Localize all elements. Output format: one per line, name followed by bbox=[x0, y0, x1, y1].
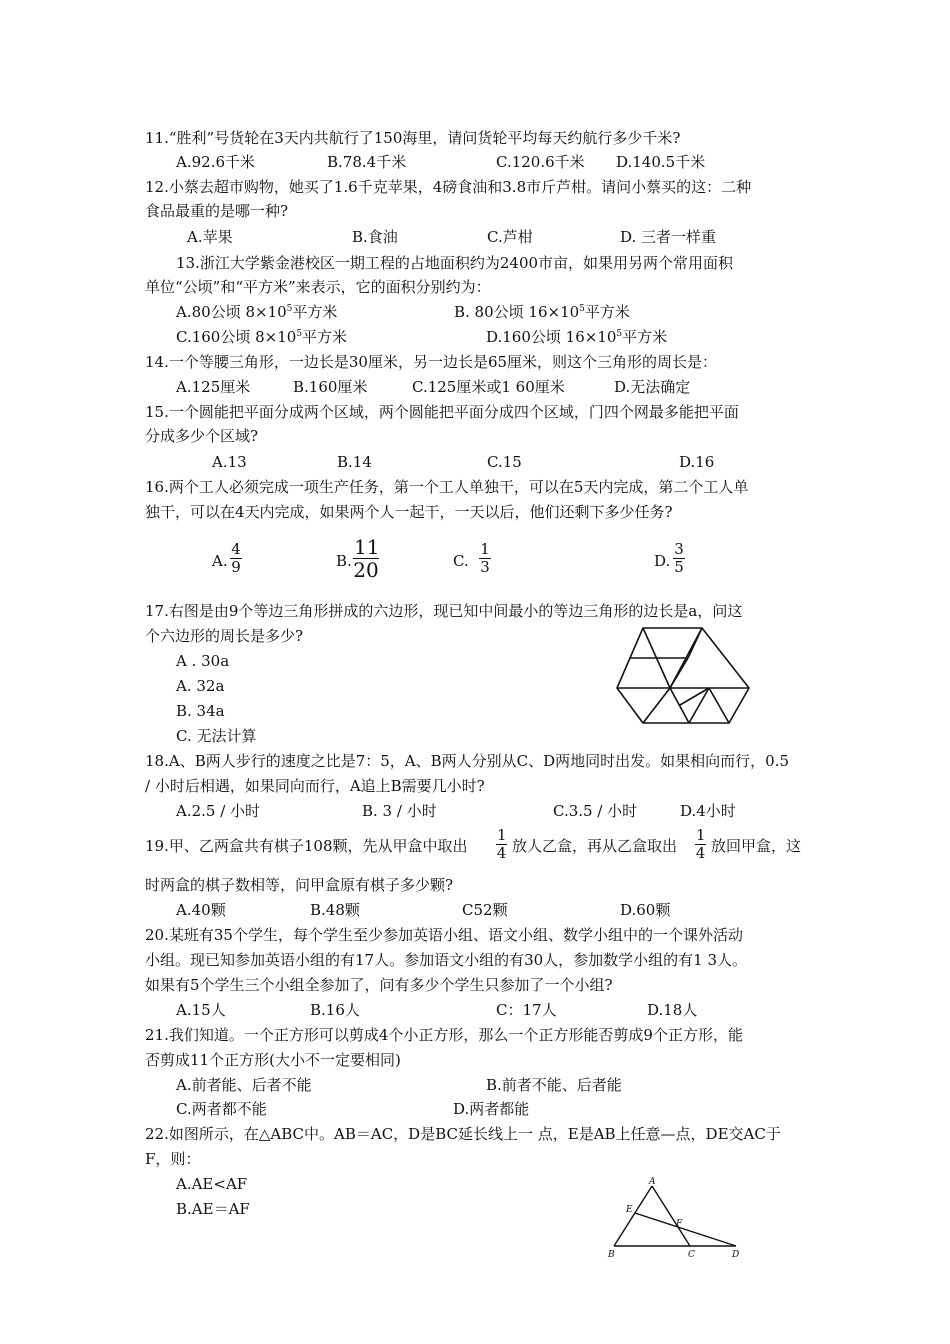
q18-stem-line2: / 小时后相遇，如果同向而行，A追上B需要几小时? bbox=[145, 777, 485, 795]
q11-stem: 11.“胜利”号货轮在3天内共航行了150海里，请问货轮平均每天约航行多少千米? bbox=[145, 129, 681, 147]
q21-option-b: B.前者不能、后者能 bbox=[486, 1076, 622, 1094]
q18-option-c: C.3.5 / 小时 bbox=[553, 802, 638, 820]
q20-stem-line1: 20.某班有35个学生，每个学生至少参加英语小组、语文小组、数学小组中的一个课外活动 bbox=[145, 926, 743, 944]
q19-stem-mid: 放人乙盒，再从乙盒取出 bbox=[512, 837, 678, 855]
q13-option-c-exp: 5 bbox=[296, 329, 303, 339]
q13-option-b-exp: 5 bbox=[579, 304, 585, 314]
q22-stem-line1: 22.如图所示，在△ABC中。AB＝AC，D是BC延长线上一 点，E是AB上任意—点，DE交AC于 bbox=[145, 1125, 781, 1143]
q19-option-c: C52颗 bbox=[462, 901, 508, 919]
q19-fraction-1-den: 4 bbox=[496, 844, 507, 862]
q20-stem-line2: 小组。现已知参加英语小组的有17人。参加语文小组的有30人，参加数学小组的有1 3人。 bbox=[145, 951, 748, 969]
q17-hexagon-figure bbox=[613, 625, 753, 725]
q15-stem-line1: 15.一个圆能把平面分成两个区域，两个圆能把平面分成四个区域，门四个网最多能把平面 bbox=[145, 403, 739, 421]
q12-stem-line2: 食品最重的是哪一种? bbox=[145, 202, 289, 220]
q19-option-d: D.60颗 bbox=[620, 901, 671, 919]
q12-option-d: D. 三者一样重 bbox=[620, 228, 717, 246]
q22-label-a: A bbox=[649, 1177, 656, 1187]
q19-stem-pre: 19.甲、乙两盒共有棋子108颗，先从甲盒中取出 bbox=[145, 837, 468, 855]
q22-triangle-figure bbox=[604, 1176, 754, 1262]
q13-option-a-exp: 5 bbox=[286, 304, 293, 314]
q13-option-c bbox=[176, 327, 347, 347]
q20-stem-line3: 如果有5个学生三个小组全参加了，问有多少个学生只参加了一个小组? bbox=[145, 976, 613, 994]
q18-option-b: B. 3 / 小时 bbox=[362, 802, 437, 820]
q22-label-e: E bbox=[626, 1205, 633, 1215]
q11-option-b: B.78.4千米 bbox=[327, 153, 407, 171]
q17-option-2: A. 32a bbox=[176, 677, 225, 695]
q20-option-c: C：17人 bbox=[496, 1001, 557, 1019]
q22-stem-line2: F，则： bbox=[145, 1150, 201, 1168]
q22-label-b: B bbox=[608, 1250, 615, 1260]
q13-option-a-pre: A.80公顷 8×10 bbox=[176, 303, 287, 321]
q13-option-d-pre: D.160公顷 16×10 bbox=[486, 328, 617, 346]
q16-option-b-fraction bbox=[353, 536, 379, 581]
q13-option-a bbox=[176, 302, 337, 322]
q13-option-c-post: 平方米 bbox=[302, 328, 348, 346]
q13-option-d-exp: 5 bbox=[616, 329, 623, 339]
q13-option-b-post: 平方米 bbox=[584, 303, 630, 321]
q21-option-d: D.两者都能 bbox=[453, 1100, 530, 1118]
q16-option-d-num: 3 bbox=[674, 540, 684, 558]
q15-option-b: B.14 bbox=[337, 453, 372, 471]
q18-stem-line1: 18.A、B两人步行的速度之比是7：5，A、B两人分别从C、D两地同时出发。如果相向而行，0.5 bbox=[145, 752, 790, 770]
q12-option-c: C.芦柑 bbox=[487, 228, 533, 246]
q16-option-d-label: D. bbox=[654, 552, 671, 570]
q13-stem-line2: 单位“公顷”和“平方米”来表示，它的面积分别约为： bbox=[145, 278, 491, 296]
q19-fraction-2 bbox=[695, 827, 706, 862]
q22-label-c: C bbox=[688, 1250, 695, 1260]
q11-option-c: C.120.6千米 bbox=[496, 153, 585, 171]
q11-option-a: A.92.6千米 bbox=[176, 153, 255, 171]
q22-option-a: A.AE<AF bbox=[176, 1175, 248, 1193]
q16-option-c-den: 3 bbox=[480, 558, 490, 576]
q16-option-c-label: C. bbox=[453, 552, 469, 570]
q16-option-a-den: 9 bbox=[231, 558, 241, 576]
q19-fraction-1-num: 1 bbox=[497, 826, 507, 844]
q16-option-a-label: A. bbox=[212, 552, 228, 570]
q14-option-d: D.无法确定 bbox=[614, 378, 691, 396]
q12-option-a: A.苹果 bbox=[187, 228, 233, 246]
q17-stem-line2: 个六边形的周长是多少? bbox=[145, 627, 304, 645]
q22-option-b: B.AE＝AF bbox=[176, 1200, 250, 1218]
q19-option-a: A.40颗 bbox=[176, 901, 226, 919]
q18-option-a: A.2.5 / 小时 bbox=[176, 802, 261, 820]
q19-fraction-2-num: 1 bbox=[696, 826, 706, 844]
q11-option-d: D.140.5千米 bbox=[616, 153, 706, 171]
q13-option-d-post: 平方米 bbox=[622, 328, 668, 346]
q13-stem-line1: 13.浙江大学紫金港校区一期工程的占地面积约为2400市亩，如果用另两个常用面积 bbox=[176, 254, 734, 272]
q19-stem-line2: 时两盒的棋子数相等，问甲盒原有棋子多少颗? bbox=[145, 876, 454, 894]
q15-stem-line2: 分成多少个区域? bbox=[145, 427, 259, 445]
q21-option-a: A.前者能、后者不能 bbox=[176, 1076, 312, 1094]
q14-option-b: B.160厘米 bbox=[293, 378, 368, 396]
q16-option-a-num: 4 bbox=[231, 540, 241, 558]
q14-option-a: A.125厘米 bbox=[176, 378, 251, 396]
q13-option-d bbox=[486, 327, 667, 347]
q12-option-b: B.食油 bbox=[352, 228, 398, 246]
q16-option-b-label: B. bbox=[336, 552, 352, 570]
q16-option-a-fraction bbox=[230, 541, 242, 576]
q15-option-a: A.13 bbox=[212, 453, 247, 471]
q22-label-f: F bbox=[676, 1219, 683, 1229]
q20-option-a: A.15人 bbox=[176, 1001, 226, 1019]
q16-option-c-num: 1 bbox=[480, 540, 490, 558]
q16-option-d-fraction bbox=[673, 541, 685, 576]
q13-option-b bbox=[454, 302, 630, 322]
q14-option-c: C.125厘米或1 60厘米 bbox=[412, 378, 565, 396]
q15-option-c: C.15 bbox=[487, 453, 522, 471]
q18-option-d: D.4小时 bbox=[680, 802, 736, 820]
q13-option-b-pre: B. 80公顷 16×10 bbox=[454, 303, 580, 321]
q13-option-a-post: 平方米 bbox=[292, 303, 338, 321]
q20-option-b: B.16人 bbox=[310, 1001, 360, 1019]
q13-option-c-pre: C.160公顷 8×10 bbox=[176, 328, 297, 346]
q17-option-4: C. 无法计算 bbox=[176, 727, 257, 745]
q16-option-b-den: 20 bbox=[353, 558, 379, 582]
q22-label-d: D bbox=[732, 1250, 740, 1260]
q16-stem-line2: 独干，可以在4天内完成，如果两个人一起干，一天以后，他们还剩下多少任务? bbox=[145, 503, 673, 521]
q16-option-b-num: 11 bbox=[354, 535, 380, 559]
q16-stem-line1: 16.两个工人必须完成一项生产任务，第一个工人单独干，可以在5天内完成，第二个工人单 bbox=[145, 478, 749, 496]
q14-stem: 14.一个等腰三角形，一边长是30厘米，另一边长是65厘米，则这个三角形的周长是： bbox=[145, 353, 718, 371]
q21-option-c: C.两者都不能 bbox=[176, 1100, 267, 1118]
q21-stem-line2: 否剪成11个正方形(大小不一定要相同) bbox=[145, 1051, 401, 1069]
q19-stem-post: 放回甲盒，这 bbox=[711, 837, 802, 855]
q19-fraction-1 bbox=[496, 827, 507, 862]
q20-option-d: D.18人 bbox=[647, 1001, 698, 1019]
q15-option-d: D.16 bbox=[679, 453, 715, 471]
q19-option-b: B.48颗 bbox=[310, 901, 360, 919]
q17-option-1: A . 30a bbox=[176, 652, 230, 670]
q16-option-d-den: 5 bbox=[674, 558, 684, 576]
q21-stem-line1: 21.我们知道。一个正方形可以剪成4个小正方形，那么一个正方形能否剪成9个正方形，能 bbox=[145, 1026, 743, 1044]
q16-option-c-fraction bbox=[479, 541, 491, 576]
q12-stem-line1: 12.小蔡去超市购物，她买了1.6千克苹果，4磅食油和3.8市斤芦柑。请问小蔡买的这：二种 bbox=[145, 178, 752, 196]
q17-option-3: B. 34a bbox=[176, 702, 225, 720]
q17-stem-line1: 17.右图是由9个等边三角形拼成的六边形，现已知中间最小的等边三角形的边长是a，问这 bbox=[145, 602, 743, 620]
q19-fraction-2-den: 4 bbox=[695, 844, 706, 862]
